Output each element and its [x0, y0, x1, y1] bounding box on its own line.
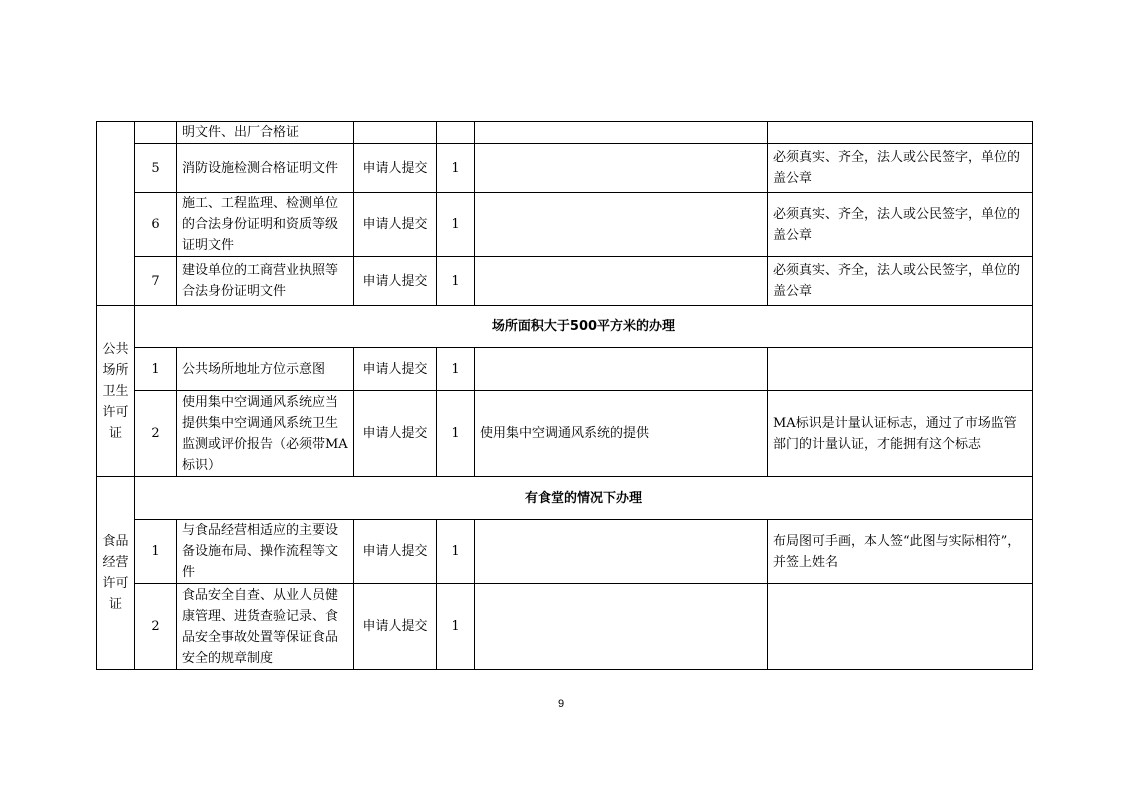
table-row [97, 348, 1033, 391]
section-title: 有食堂的情况下办理 [135, 477, 1033, 520]
remark [768, 584, 1033, 670]
submit-method: 申请人提交 [354, 257, 437, 306]
table-row [97, 144, 1033, 193]
table-row [97, 391, 1033, 477]
category-food-business-permit: 食品经营许可证 [97, 477, 135, 670]
copy-count [437, 122, 475, 144]
remark: 必须真实、齐全，法人或公民签字，单位的盖公章 [768, 193, 1033, 257]
section-row [97, 477, 1033, 520]
section-title: 场所面积大于500平方米的办理 [135, 306, 1033, 348]
material-name: 公共场所地址方位示意图 [177, 348, 354, 391]
condition [475, 520, 768, 584]
row-number: 7 [135, 257, 177, 306]
submit-method: 申请人提交 [354, 193, 437, 257]
page-number: 9 [557, 698, 565, 710]
section-row [97, 306, 1033, 348]
condition [475, 144, 768, 193]
copy-count: 1 [437, 257, 475, 306]
submit-method: 申请人提交 [354, 391, 437, 477]
remark [768, 348, 1033, 391]
category-cell [97, 122, 135, 306]
condition: 使用集中空调通风系统的提供 [475, 391, 768, 477]
submit-method: 申请人提交 [354, 348, 437, 391]
category-public-hygiene-permit: 公共场所卫生许可证 [97, 306, 135, 477]
row-number: 2 [135, 584, 177, 670]
condition [475, 122, 768, 144]
table-row [97, 122, 1033, 144]
requirements-table [96, 121, 1033, 670]
material-name: 与食品经营相适应的主要设备设施布局、操作流程等文件 [177, 520, 354, 584]
remark [768, 122, 1033, 144]
row-number: 1 [135, 520, 177, 584]
copy-count: 1 [437, 193, 475, 257]
row-number: 6 [135, 193, 177, 257]
remark: 必须真实、齐全，法人或公民签字，单位的盖公章 [768, 144, 1033, 193]
table-row [97, 193, 1033, 257]
remark: 必须真实、齐全，法人或公民签字，单位的盖公章 [768, 257, 1033, 306]
row-number [135, 122, 177, 144]
copy-count: 1 [437, 348, 475, 391]
row-number: 2 [135, 391, 177, 477]
copy-count: 1 [437, 144, 475, 193]
submit-method: 申请人提交 [354, 144, 437, 193]
material-name: 建设单位的工商营业执照等合法身份证明文件 [177, 257, 354, 306]
material-name: 食品安全自查、从业人员健康管理、进货查验记录、食品安全事故处置等保证食品安全的规章制度 [177, 584, 354, 670]
row-number: 1 [135, 348, 177, 391]
row-number: 5 [135, 144, 177, 193]
copy-count: 1 [437, 391, 475, 477]
submit-method [354, 122, 437, 144]
condition [475, 348, 768, 391]
copy-count: 1 [437, 584, 475, 670]
material-name: 明文件、出厂合格证 [177, 122, 354, 144]
submit-method: 申请人提交 [354, 520, 437, 584]
table-row [97, 584, 1033, 670]
material-name: 消防设施检测合格证明文件 [177, 144, 354, 193]
table-row [97, 520, 1033, 584]
material-name: 使用集中空调通风系统应当提供集中空调通风系统卫生监测或评价报告（必须带MA标识） [177, 391, 354, 477]
material-name: 施工、工程监理、检测单位的合法身份证明和资质等级证明文件 [177, 193, 354, 257]
copy-count: 1 [437, 520, 475, 584]
condition [475, 257, 768, 306]
condition [475, 584, 768, 670]
table-row [97, 257, 1033, 306]
remark: MA标识是计量认证标志，通过了市场监管部门的计量认证，才能拥有这个标志 [768, 391, 1033, 477]
submit-method: 申请人提交 [354, 584, 437, 670]
remark: 布局图可手画，本人签“此图与实际相符”，并签上姓名 [768, 520, 1033, 584]
condition [475, 193, 768, 257]
